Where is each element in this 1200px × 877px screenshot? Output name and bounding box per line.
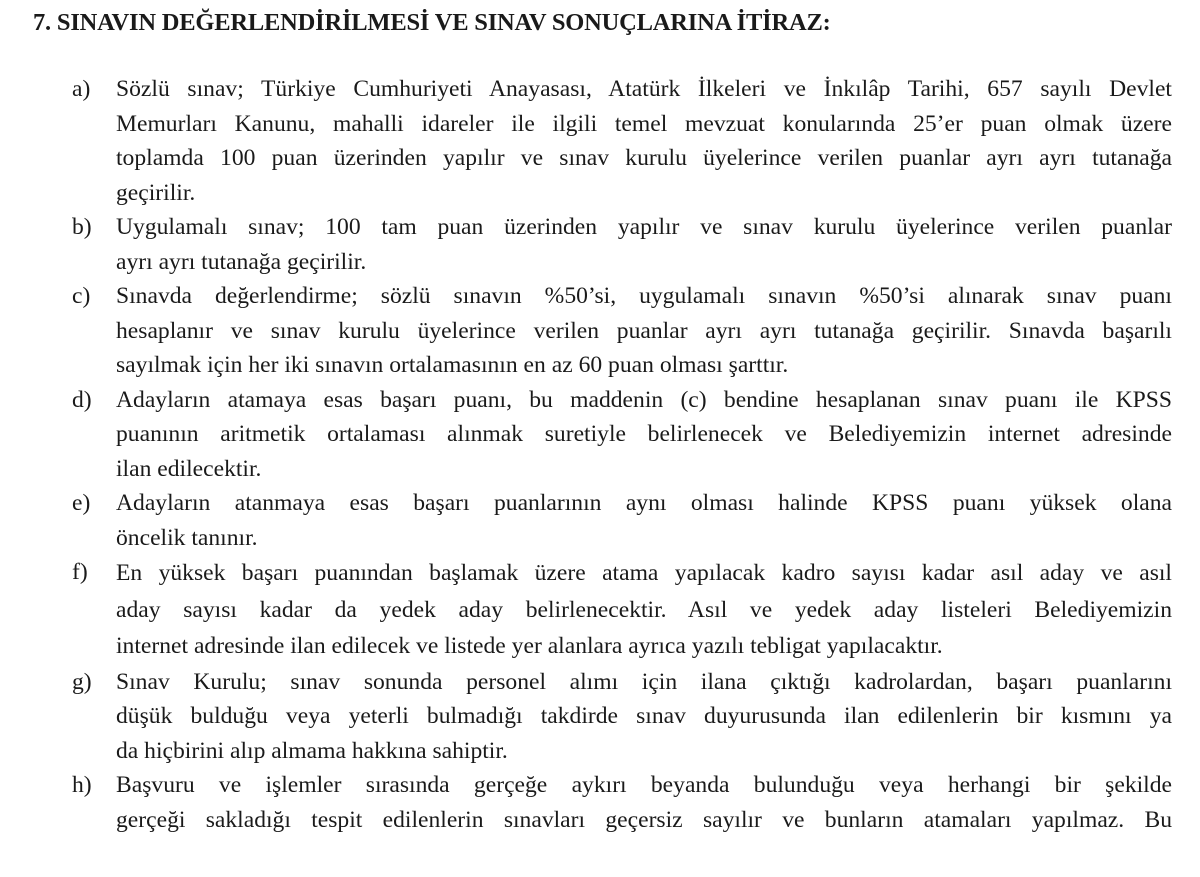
section-heading: 7. SINAVIN DEĞERLENDİRİLMESİ VE SINAV SONUÇLARINA İTİRAZ: <box>33 9 831 36</box>
text-line: düşük bulduğu veya yeterli bulmadığı takdirde sınav duyurusunda ilan edilenlerin bir kısmını ya <box>116 703 1172 729</box>
list-item-text <box>116 768 1172 837</box>
list-marker: g) <box>72 668 92 695</box>
list-marker: d) <box>72 386 92 413</box>
list-marker: c) <box>72 283 91 309</box>
text-line: öncelik tanınır. <box>116 524 258 551</box>
text-line: Adayların atamaya esas başarı puanı, bu maddenin (c) bendine hesaplanan sınav puanı ile KPSS <box>116 386 1172 413</box>
list-item-text <box>116 279 1172 383</box>
text-line: Başvuru ve işlemler sırasında gerçeğe aykırı beyanda bulunduğu veya herhangi bir şekilde <box>116 772 1172 798</box>
list-marker: b) <box>72 214 92 240</box>
list-item-text <box>116 555 1172 665</box>
list-item-e <box>72 486 1172 555</box>
list-item-g <box>72 665 1172 769</box>
list-item-text <box>116 665 1172 769</box>
text-line: da hiçbirini alıp almama hakkına sahiptir. <box>116 737 508 764</box>
list-item-text <box>116 210 1172 279</box>
list-marker: a) <box>72 76 91 102</box>
text-line: internet adresinde ilan edilecek ve listede yer alanlara ayrıca yazılı tebligat yapılacaktır. <box>116 633 943 659</box>
text-line: En yüksek başarı puanından başlamak üzere atama yapılacak kadro sayısı kadar asıl aday ve asıl <box>116 560 1172 586</box>
list-item-text <box>116 72 1172 210</box>
list-item-h <box>72 768 1172 837</box>
text-line: ilan edilecektir. <box>116 455 262 482</box>
text-line: Sınav Kurulu; sınav sonunda personel alımı için ilana çıktığı kadrolardan, başarı puanlarını <box>116 668 1172 695</box>
list-marker: e) <box>72 490 91 516</box>
text-line: gerçeği sakladığı tespit edilenlerin sınavları geçersiz sayılır ve bunların atamaları yapılmaz. Bu <box>116 806 1172 833</box>
text-line: puanının aritmetik ortalaması alınmak suretiyle belirlenecek ve Belediyemizin internet adresinde <box>116 421 1172 447</box>
list-item-text <box>116 383 1172 487</box>
text-line: ayrı ayrı tutanağa geçirilir. <box>116 248 367 275</box>
list-item-b <box>72 210 1172 279</box>
text-line: Sınavda değerlendirme; sözlü sınavın %50’si, uygulamalı sınavın %50’si alınarak sınav puanı <box>116 283 1172 309</box>
text-line: hesaplanır ve sınav kurulu üyelerince verilen puanlar ayrı ayrı tutanağa geçirilir. Sınavda başarılı <box>116 317 1172 344</box>
text-line: aday sayısı kadar da yedek aday belirlenecektir. Asıl ve yedek aday listeleri Belediyemizin <box>116 596 1172 623</box>
text-line: Sözlü sınav; Türkiye Cumhuriyeti Anayasası, Atatürk İlkeleri ve İnkılâp Tarihi, 657 sayılı Devlet <box>116 76 1172 102</box>
text-line: Uygulamalı sınav; 100 tam puan üzerinden yapılır ve sınav kurulu üyelerince verilen puanlar <box>116 214 1172 240</box>
rules-list <box>72 72 1172 837</box>
text-line: Memurları Kanunu, mahalli idareler ile ilgili temel mevzuat konularında 25’er puan olmak üzere <box>116 110 1172 137</box>
list-item-a <box>72 72 1172 210</box>
list-item-c <box>72 279 1172 383</box>
text-line: Adayların atanmaya esas başarı puanlarının aynı olması halinde KPSS puanı yüksek olana <box>116 490 1172 516</box>
text-line: sayılmak için her iki sınavın ortalamasının en az 60 puan olması şarttır. <box>116 352 789 378</box>
list-marker: h) <box>72 772 92 798</box>
text-line: toplamda 100 puan üzerinden yapılır ve sınav kurulu üyelerince verilen puanlar ayrı ayrı tutanağa <box>116 145 1172 171</box>
list-item-d <box>72 383 1172 487</box>
list-marker: f) <box>72 559 88 585</box>
text-line: geçirilir. <box>116 179 196 206</box>
list-item-f <box>72 555 1172 665</box>
list-item-text <box>116 486 1172 555</box>
